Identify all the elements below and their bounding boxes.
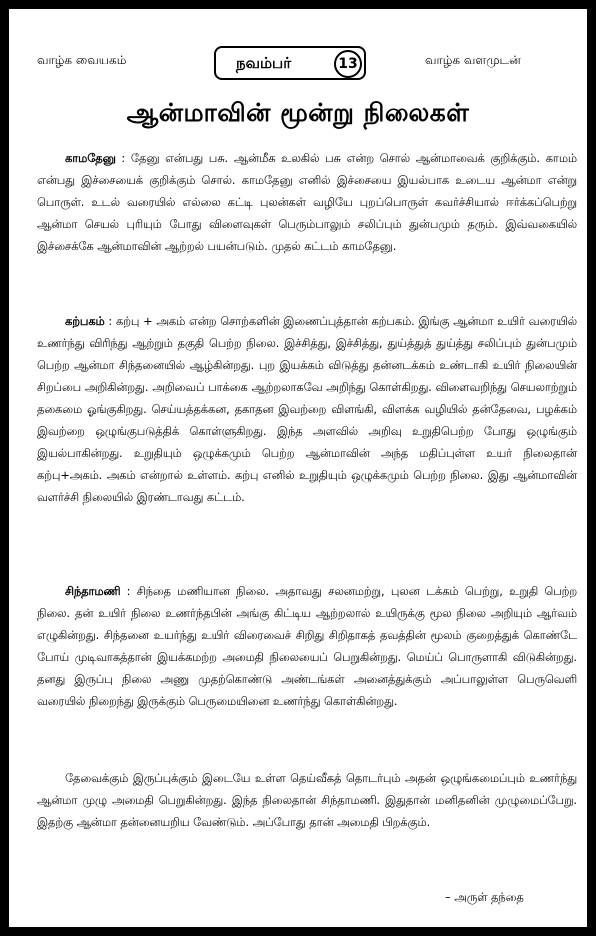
document-page: [9, 9, 587, 927]
section-term: சிந்தாமணி: [65, 585, 121, 598]
signature: – அருள் தந்தை: [445, 891, 524, 904]
section-chinthamani: [37, 581, 577, 713]
page-title: ஆன்மாவின் மூன்று நிலைகள்: [126, 98, 470, 127]
section-kamadhenu: [37, 148, 577, 258]
section-text: தேவைக்கும் இருப்புக்கும் இடையே உள்ள தெய்வீகத் தொடர்பும் அதன் ஒழுங்கமைப்பும் உணர்ந்து ஆன்மா முழு அமைதி பெறுகின்றது. இந்த நிலைதான் சிந்தாமணி. இதுதான் மனிதனின் முழுமைப்பேறு. இதற்கு ஆன்மா தன்னையறிய வேண்டும். அப்போது தான் அமைதி பிறக்கும்.: [37, 772, 577, 829]
page-header: [9, 53, 587, 93]
section-term: காமதேனு: [65, 152, 116, 165]
header-right-greeting: வாழ்க வளமுடன்: [425, 53, 521, 67]
closing-paragraph: [37, 768, 577, 834]
section-karpagam: [37, 311, 577, 509]
date-month: நவம்பர்: [236, 54, 292, 72]
section-text: : கற்பு + அகம் என்ற சொற்களின் இணைப்புத்தான் கற்பகம். இங்கு ஆன்மா உயிர் வரையில் உணர்ந்து விரிந்து ஆற்றும் தகுதி பெற்ற நிலை. இச்சித்து, இச்சித்து, துய்த்துத் துய்த்து சலிப்பும் துன்பமும் பெற்ற ஆன்மா சிந்தனையில் ஆழ்கின்றது. புற இயக்கம் விடுத்து தன்னடக்கம் உண்டாகி உயிர் நிலையின் சிறப்பை அறிகின்றது. அறிவைப் பாக்கை ஆற்றலாகவே அறிந்து கொள்கிறது. விளைவறிந்து செயலாற்றும் தகைமை ஓங்குகிறது. செய்யத்தக்கன, தகாதன இவற்றை விளங்கி, விளக்க வழியில் தன்தேவை, பழக்கம் இவற்றை ஒழுங்குபடுத்திக் கொள்ளுகிறது. இந்த அளவில் அறிவு உறுதிபெற்ற போது ஒழுங்கும் இயல்பாகின்றது. உறுதியும் ஒழுக்கமும் பெற்ற ஆன்மாவின் அந்த மதிப்புள்ள உயர் நிலைதான் கற்பு+அகம். அகம் என்றால் உள்ளம். கற்பு எனில் உறுதியும் ஒழுக்கமும் பெற்ற நிலை. இது ஆன்மாவின் வளர்ச்சி நிலையில் இரண்டாவது கட்டம்.: [37, 315, 577, 504]
date-day: 13: [334, 50, 362, 78]
section-text: : தேனு என்பது பசு. ஆன்மீக உலகில் பசு என்ற சொல் ஆன்மாவைக் குறிக்கும். காமம் என்பது இச்சையைக் குறிக்கும் சொல். காமதேனு எனில் இச்சையை இயல்பாக உடைய ஆன்மா என்று பொருள். உடல் வரையில் எல்லை கட்டி புலன்கள் வழியே புறப்பொருள் கவர்ச்சியால் ஈர்க்கப்பெற்று ஆன்மா செயல் புரியும் போது விளைவுகள் பெரும்பாலும் சலிப்பும் துன்பமும் தரும். இவ்வகையில் இச்சைக்கே ஆன்மாவின் ஆற்றல் பயன்படும். முதல் கட்டம் காமதேனு.: [37, 152, 577, 253]
section-text: : சிந்தை மணியான நிலை. அதாவது சலனமற்று, புலன டக்கம் பெற்று, உறுதி பெற்ற நிலை. தன் உயிர் நிலை உணர்ந்தபின் அங்கு கிட்டிய ஆற்றலால் உயிருக்கு மூல நிலை அறியும் ஆர்வம் எழுகின்றது. சிந்தனை உயர்ந்து உயிர் விரைவைச் சிறிது சிறிதாகத் தவத்தின் மூலம் குறைத்துக் கொண்டே போய் முடிவாகத்தான் இயக்கமற்ற அமைதி நிலையைப் பெறுகின்றது. மெய்ப் பொருளாகி விடுகின்றது. தனது இருப்பு நிலை அணு முதற்கொண்டு அண்டங்கள் அனைத்துக்கும் அப்பாலுள்ள பெருவெளி வரையில் நிறைந்து இருக்கும் பெருமையினை உணர்ந்து கொள்கின்றது.: [37, 585, 578, 708]
header-left-greeting: வாழ்க வையகம்: [37, 53, 127, 67]
date-box: [214, 46, 366, 80]
section-term: கற்பகம்: [65, 315, 105, 328]
